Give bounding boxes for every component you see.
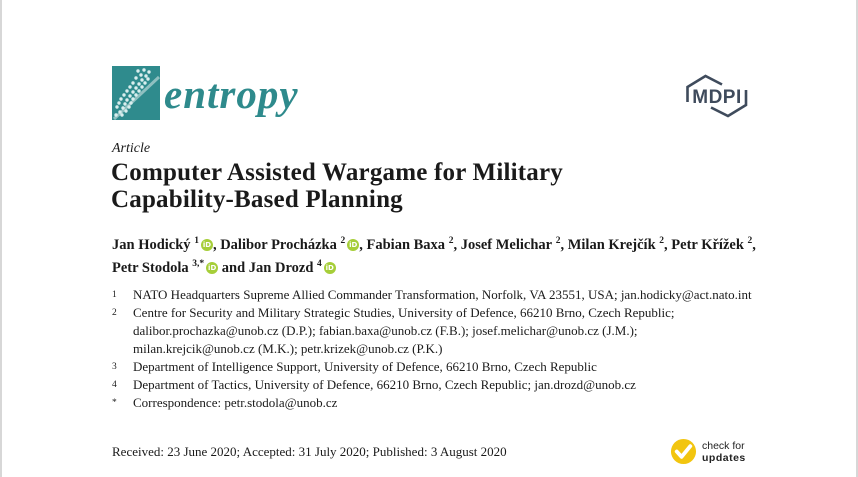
affiliation-text: Department of Tactics, University of Defence, 66210 Brno, Czech Republic; jan.drozd@unob.cz — [133, 377, 636, 392]
affiliation-marker: 2 — [112, 308, 117, 318]
author: Fabian Baxa $^2$ — [366, 236, 454, 253]
authors-line: Jan Hodický $^1$ iD , Dalibor Procházka $^2$ iD , Fabian Baxa $^2$, Josef Melichar $^2$, Milan Krejčík $^2$, Petr Křížek $^2$, Petr Stodola $^{3,*}$ iD and Jan Drozd $^4$ iD — [112, 236, 756, 276]
affiliation-marker: 3 — [112, 362, 117, 372]
crossmark-check-icon — [670, 438, 697, 465]
orcid-icon[interactable]: iD — [202, 240, 212, 249]
dates-line: Received: 23 June 2020; Accepted: 31 July 2020; Published: 3 August 2020 — [112, 444, 507, 459]
author: Milan Krejčík $^2$ — [567, 236, 665, 253]
article-type-label: Article — [112, 141, 151, 156]
mdpi-logo-icon — [684, 72, 750, 120]
author: Petr Stodola $^{3,*}$ iD — [112, 258, 217, 276]
check-for-updates-badge[interactable] — [670, 438, 746, 465]
affiliation-row — [112, 376, 757, 394]
journal-name: entropy — [164, 71, 299, 117]
affiliation-text: Centre for Security and Military Strategic Studies, University of Defence, 66210 Brno, Czech Republic; dalibor.prochazka@unob.cz (D.P.); fabian.baxa@unob.cz (F.B.); josef.melichar@unob.cz (J.M.); milan.krejcik@unob.cz (M.K.); petr.krizek@unob.cz (P.K.) — [133, 305, 675, 356]
entropy-logo-icon — [112, 66, 160, 120]
affiliation-marker: 4 — [112, 380, 117, 390]
badge-line2: updates — [702, 451, 746, 464]
orcid-icon[interactable]: iD — [208, 263, 217, 272]
affiliation-row — [112, 304, 757, 358]
affiliation-row — [112, 286, 757, 304]
check-for-updates-label — [702, 440, 746, 464]
badge-line1: check for — [702, 439, 745, 452]
author: Josef Melichar $^2$ — [460, 236, 561, 253]
author: Jan Drozd $^4$ iD — [248, 258, 334, 276]
affiliation-text: Department of Intelligence Support, University of Defence, 66210 Brno, Czech Republic — [133, 359, 597, 374]
paper-title: Computer Assisted Wargame for Military Capability-Based Planning — [111, 159, 563, 213]
page-left-edge — [0, 0, 2, 477]
affiliation-marker: * — [112, 398, 117, 408]
publisher-name: MDPI — [692, 87, 742, 108]
author: Petr Křížek $^2$ — [671, 236, 753, 253]
affiliation-marker: 1 — [112, 290, 117, 300]
author: Dalibor Procházka $^2$ iD — [220, 236, 358, 253]
affiliation-text: Correspondence: petr.stodola@unob.cz — [133, 395, 338, 410]
orcid-icon[interactable]: iD — [349, 240, 358, 249]
author: Jan Hodický $^1$ iD — [112, 236, 212, 253]
orcid-icon[interactable]: iD — [325, 263, 334, 272]
affiliations-list — [112, 286, 757, 412]
affiliation-text: NATO Headquarters Supreme Allied Commander Transformation, Norfolk, VA 23551, USA; jan.hodicky@act.nato.int — [133, 287, 752, 302]
affiliation-row — [112, 358, 757, 376]
affiliation-row — [112, 394, 757, 412]
